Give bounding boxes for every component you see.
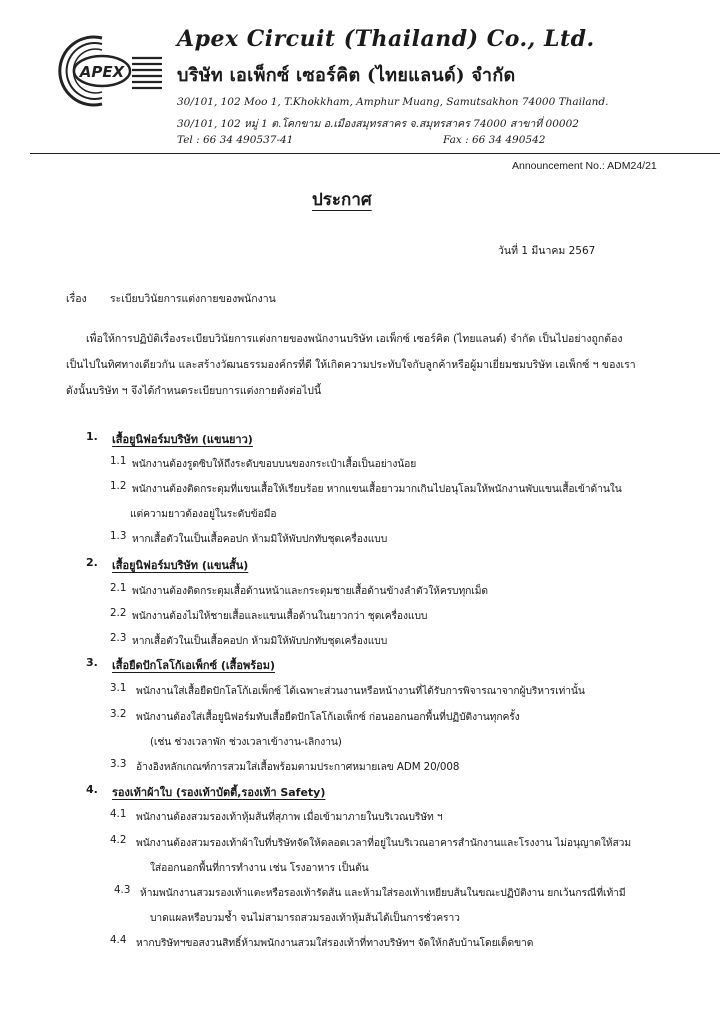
- company-logo: [44, 30, 162, 112]
- item-number: 4.1: [110, 808, 127, 820]
- announcement-number: Announcement No.: ADM24/21: [512, 160, 657, 172]
- address-th: 30/101, 102 หมู่ 1 ต.โคกขาม อ.เมืองสมุทรสาคร จ.สมุทรสาคร 74000 สาขาที่ 00002: [177, 118, 579, 130]
- address-en: 30/101, 102 Moo 1, T.Khokkham, Amphur Muang, Samutsakhon 74000 Thailand.: [177, 96, 609, 108]
- item-text: หากบริษัทฯขอสงวนสิทธิ์ห้ามพนักงานสวมใส่รองเท้าที่ทางบริษัทฯ จัดให้กลับบ้านโดยเด็ดขาด: [136, 937, 534, 949]
- item-number: 1.2: [110, 480, 127, 492]
- item-text: พนักงานใส่เสื้อยืดปักโลโก้เอเพ็กซ์ ได้เฉพาะส่วนงานหรือหน้างานที่ได้รับการพิจารณาจากผู้บริหารเท่านั้น: [136, 685, 585, 697]
- item-text: หากเสื้อตัวในเป็นเสื้อคอปก ห้ามมิให้พับปกทับชุดเครื่องแบบ: [132, 635, 388, 647]
- item-text: พนักงานต้องติดกระดุมเสื้อด้านหน้าและกระดุมชายเสื้อด้านข้างลำตัวให้ครบทุกเม็ด: [132, 585, 488, 597]
- item-number: 1.1: [110, 455, 127, 467]
- item-text: พนักงานต้องสวมรองเท้าผ้าใบที่บริษัทจัดให้ตลอดเวลาที่อยู่ในบริเวณอาคารสำนักงานและโรงงาน ไม่อนุญาตให้สวม: [136, 837, 632, 849]
- item-number: 4.2: [110, 834, 127, 846]
- item-text: พนักงานต้องติดกระดุมที่แขนเสื้อให้เรียบร้อย หากแขนเสื้อยาวมากเกินไปอนุโลมให้พนักงานพับแขนเสื้อเข้าด้านใน: [132, 483, 622, 495]
- intro-line: เป็นไปในทิศทางเดียวกัน และสร้างวัฒนธรรมองค์กรที่ดี ให้เกิดความประทับใจกับลูกค้าหรือผู้มาเยี่ยมชมบริษัท เอเพ็กซ์ ฯ ของเรา: [66, 359, 636, 371]
- header-divider: [30, 153, 720, 154]
- section-title: เสื้อยูนิฟอร์มบริษัท (แขนยาว): [112, 433, 253, 446]
- section-number: 3.: [86, 656, 98, 669]
- subject-label: เรื่อง: [66, 293, 87, 305]
- item-text: ใส่ออกนอกพื้นที่การทำงาน เช่น โรงอาหาร เป็นต้น: [150, 862, 369, 874]
- item-number: 2.1: [110, 582, 127, 594]
- item-number: 4.4: [110, 934, 127, 946]
- section-number: 2.: [86, 556, 98, 569]
- item-number: 2.2: [110, 607, 127, 619]
- item-number: 3.3: [110, 758, 127, 770]
- item-text: พนักงานต้องสวมรองเท้าหุ้มส้นที่สุภาพ เมื่อเข้ามาภายในบริเวณบริษัท ฯ: [136, 811, 443, 823]
- intro-line: เพื่อให้การปฏิบัติเรื่องระเบียบวินัยการแต่งกายของพนักงานบริษัท เอเพ็กซ์ เซอร์คิต (ไทยแลนด์) จำกัด เป็นไปอย่างถูกต้อง: [86, 333, 623, 345]
- item-text: หากเสื้อตัวในเป็นเสื้อคอปก ห้ามมิให้พับปกทับชุดเครื่องแบบ: [132, 533, 388, 545]
- section-title: เสื้อยูนิฟอร์มบริษัท (แขนสั้น): [112, 559, 249, 572]
- item-number: 3.2: [110, 708, 127, 720]
- document-date: วันที่ 1 มีนาคม 2567: [498, 245, 596, 257]
- section-number: 1.: [86, 430, 98, 443]
- page-title: ประกาศ: [312, 190, 372, 210]
- company-name-en: Apex Circuit (Thailand) Co., Ltd.: [177, 26, 595, 52]
- item-number: 1.3: [110, 530, 127, 542]
- item-text: ห้ามพนักงานสวมรองเท้าแตะหรือรองเท้ารัดส้น และห้ามใส่รองเท้าเหยียบส้นในขณะปฏิบัติงาน ยกเว้นกรณีที่เท้ามี: [140, 887, 626, 899]
- section-number: 4.: [86, 783, 98, 796]
- item-text: บาดแผลหรือบวมช้ำ จนไม่สามารถสวมรองเท้าหุ้มส้นได้เป็นการชั่วคราว: [150, 912, 460, 924]
- item-text: (เช่น ช่วงเวลาพัก ช่วงเวลาเข้างาน-เลิกงาน): [150, 736, 342, 748]
- section-title: เสื้อยืดปักโลโก้เอเพ็กซ์ (เสื้อพร้อม): [112, 659, 276, 672]
- item-text: พนักงานต้องไม่ให้ชายเสื้อและแขนเสื้อด้านในยาวกว่า ชุดเครื่องแบบ: [132, 610, 428, 622]
- intro-line: ดังนั้นบริษัท ฯ จึงได้กำหนดระเบียบการแต่งกายดังต่อไปนี้: [66, 385, 322, 397]
- logo-text: APEX: [79, 63, 125, 81]
- item-text: อ้างอิงหลักเกณฑ์การสวมใส่เสื้อพร้อมตามประกาศหมายเลข ADM 20/008: [136, 761, 460, 773]
- company-name-th: บริษัท เอเพ็กซ์ เซอร์คิต (ไทยแลนด์) จำกัด: [177, 65, 516, 86]
- telephone: Tel : 66 34 490537-41: [177, 134, 294, 146]
- item-number: 3.1: [110, 682, 127, 694]
- item-text: พนักงานต้องใส่เสื้อยูนิฟอร์มทับเสื้อยืดปักโลโก้เอเพ็กซ์ ก่อนออกนอกพื้นที่ปฏิบัติงานทุกครั้ง: [136, 711, 520, 723]
- item-number: 2.3: [110, 632, 127, 644]
- subject-text: ระเบียบวินัยการแต่งกายของพนักงาน: [110, 293, 276, 305]
- item-text: แต่ความยาวต้องอยู่ในระดับข้อมือ: [130, 508, 277, 520]
- item-text: พนักงานต้องรูดซิบให้ถึงระดับขอบบนของกระเป๋าเสื้อเป็นอย่างน้อย: [132, 458, 417, 470]
- item-number: 4.3: [114, 884, 131, 896]
- section-title: รองเท้าผ้าใบ (รองเท้าบัตตี้,รองเท้า Safety): [112, 786, 326, 799]
- fax: Fax : 66 34 490542: [443, 134, 546, 146]
